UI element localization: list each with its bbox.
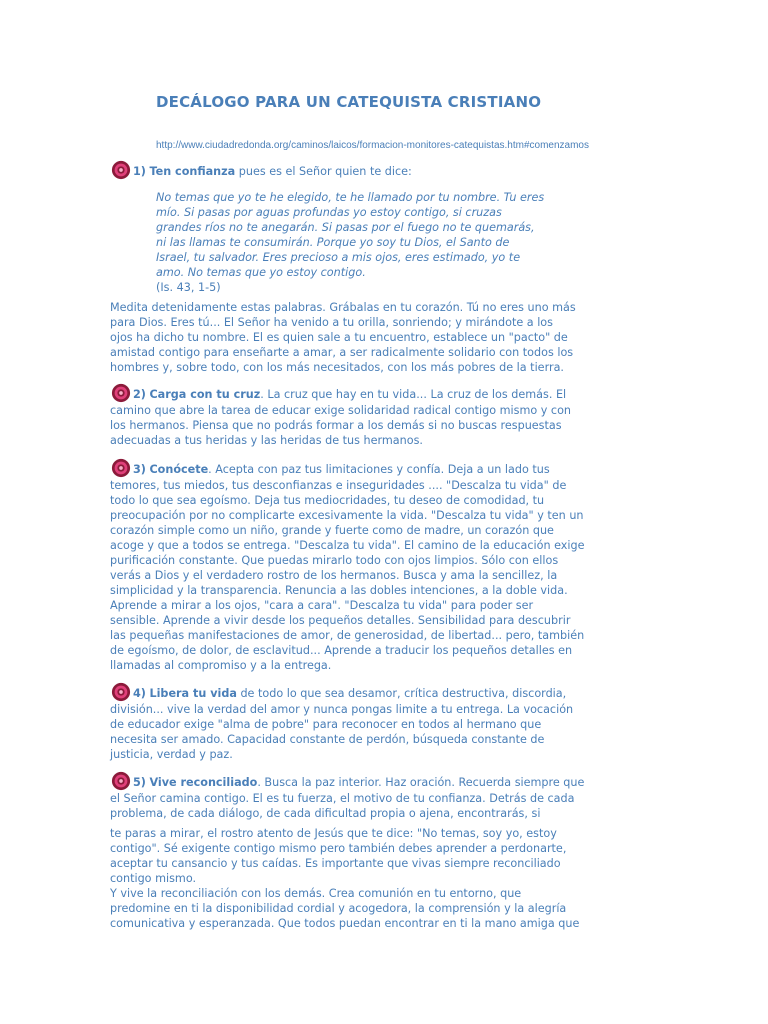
- quote-line: grandes ríos no te anegarán. Si pasas por el fuego no te quemarás,: [156, 221, 535, 234]
- body-line: verás a Dios y el verdadero rostro de los hermanos. Busca y ama la sencillez, la: [110, 569, 558, 582]
- item-2-heading: Carga con tu cruz: [149, 388, 261, 401]
- source-url[interactable]: http://www.ciudadredonda.org/caminos/laicos/formacion-monitores-catequistas.htm#comenzamos: [156, 140, 589, 151]
- body-line: camino que abre la tarea de educar exige solidaridad radical contigo mismo y con: [110, 404, 572, 417]
- rosette-bullet-icon: [110, 771, 132, 791]
- body-line: temores, tus miedos, tus desconfianzas e inseguridades .... "Descalza tu vida" de: [110, 479, 567, 492]
- body-line: Medita detenidamente estas palabras. Grábalas en tu corazón. Tú no eres uno más: [110, 301, 576, 314]
- body-line: amistad contigo para enseñarte a amar, a ser radicalmente solidario con todos los: [110, 346, 574, 359]
- quote-line: No temas que yo te he elegido, te he llamado por tu nombre. Tu eres: [156, 191, 545, 204]
- body-line: todo lo que sea egoísmo. Deja tus mediocridades, tu deseo de comodidad, tu: [110, 494, 545, 507]
- item-1-intro: pues es el Señor quien te dice:: [235, 165, 412, 178]
- quote-line: ni las llamas te consumirán. Porque yo soy tu Dios, el Santo de: [156, 236, 510, 249]
- item-1-body: [110, 300, 650, 375]
- body-line: comunicativa y esperanzada. Que todos puedan encontrar en ti la mano amiga que: [110, 917, 580, 930]
- body-line: para Dios. Eres tú... El Señor ha venido a tu orilla, sonriendo; y mirándote a los: [110, 316, 553, 329]
- item-5-continuation: [110, 826, 650, 931]
- body-line: preocupación por no complicarte excesivamente la vida. "Descalza tu vida" y ten un: [110, 509, 584, 522]
- body-line: necesita ser amado. Capacidad constante de perdón, búsqueda constante de: [110, 733, 545, 746]
- body-line: contigo mismo.: [110, 872, 197, 885]
- item-1-header: [110, 160, 650, 180]
- body-line: justicia, verdad y paz.: [110, 748, 233, 761]
- body-line: predomine en ti la disponibilidad cordial y acogedora, la comprensión y la alegría: [110, 902, 567, 915]
- item-1-heading: Ten confianza: [149, 165, 236, 178]
- body-line: de educador exige "alma de pobre" para reconocer en todos al hermano que: [110, 718, 542, 731]
- item-2: [110, 383, 650, 448]
- item-4: [110, 682, 650, 762]
- body-line: el Señor camina contigo. El es tu fuerza, el motivo de tu confianza. Detrás de cada: [110, 792, 575, 805]
- item-1-number: 1): [133, 165, 146, 178]
- item-3-number: 3): [133, 463, 146, 476]
- body-line: te paras a mirar, el rostro atento de Jesús que te dice: "No temas, soy yo, estoy: [110, 827, 557, 840]
- item-5-number: 5): [133, 776, 146, 789]
- body-line: corazón simple como un niño, grande y fuerte como de madre, un corazón que: [110, 524, 554, 537]
- item-1-quote: [156, 190, 616, 295]
- item-5-heading: Vive reconciliado: [149, 776, 258, 789]
- body-line: sensible. Aprende a vivir desde los pequeños detalles. Sensibilidad para descubrir: [110, 614, 571, 627]
- rosette-bullet-icon: [110, 160, 132, 180]
- item-3-first-line: . Acepta con paz tus limitaciones y confía. Deja a un lado tus: [208, 463, 550, 476]
- body-line: adecuadas a tus heridas y las heridas de tus hermanos.: [110, 434, 423, 447]
- item-5: [110, 771, 650, 821]
- body-line: simplicidad y la transparencia. Renuncia a las dobles intenciones, a la doble vida.: [110, 584, 568, 597]
- quote-citation: (Is. 43, 1-5): [156, 281, 221, 294]
- body-line: Y vive la reconciliación con los demás. Crea comunión en tu entorno, que: [110, 887, 522, 900]
- body-line: de egoísmo, de dolor, de esclavitud... Aprende a traducir los pequeños detalles en: [110, 644, 573, 657]
- item-4-heading: Libera tu vida: [149, 687, 237, 700]
- body-line: problema, de cada diálogo, de cada dificultad propia o ajena, encontrarás, si: [110, 807, 541, 820]
- body-line: hombres y, sobre todo, con los más necesitados, con los más pobres de la tierra.: [110, 361, 564, 374]
- quote-line: amo. No temas que yo estoy contigo.: [156, 266, 366, 279]
- body-line: llamadas al compromiso y a la entrega.: [110, 659, 332, 672]
- item-5-first-line: . Busca la paz interior. Haz oración. Recuerda siempre que: [257, 776, 585, 789]
- quote-line: mío. Si pasas por aguas profundas yo estoy contigo, si cruzas: [156, 206, 502, 219]
- rosette-bullet-icon: [110, 383, 132, 403]
- item-2-first-line: . La cruz que hay en tu vida... La cruz de los demás. El: [260, 388, 567, 401]
- rosette-bullet-icon: [110, 682, 132, 702]
- body-line: aceptar tu cansancio y tus caídas. Es importante que vivas siempre reconciliado: [110, 857, 561, 870]
- body-line: acoge y que a todos se entrega. "Descalza tu vida". El camino de la educación exige: [110, 539, 585, 552]
- document-title: DECÁLOGO PARA UN CATEQUISTA CRISTIANO: [156, 93, 542, 111]
- body-line: ojos ha dicho tu nombre. El es quien sale a tu encuentro, establece un "pacto" de: [110, 331, 568, 344]
- item-2-number: 2): [133, 388, 146, 401]
- item-4-first-line: de todo lo que sea desamor, crítica destructiva, discordia,: [236, 687, 567, 700]
- body-line: los hermanos. Piensa que no podrás formar a los demás si no buscas respuestas: [110, 419, 562, 432]
- body-line: las pequeñas manifestaciones de amor, de generosidad, de libertad... pero, también: [110, 629, 585, 642]
- item-4-number: 4): [133, 687, 146, 700]
- body-line: Aprende a mirar a los ojos, "cara a cara". "Descalza tu vida" para poder ser: [110, 599, 534, 612]
- item-3-heading: Conócete: [149, 463, 209, 476]
- quote-line: Israel, tu salvador. Eres precioso a mis ojos, eres estimado, yo te: [156, 251, 521, 264]
- item-3: [110, 458, 650, 673]
- rosette-bullet-icon: [110, 458, 132, 478]
- body-line: purificación constante. Que puedas mirarlo todo con ojos limpios. Sólo con ellos: [110, 554, 559, 567]
- body-line: división... vive la verdad del amor y nunca pongas limite a tu entrega. La vocación: [110, 703, 574, 716]
- body-line: contigo". Sé exigente contigo mismo pero también debes aprender a perdonarte,: [110, 842, 567, 855]
